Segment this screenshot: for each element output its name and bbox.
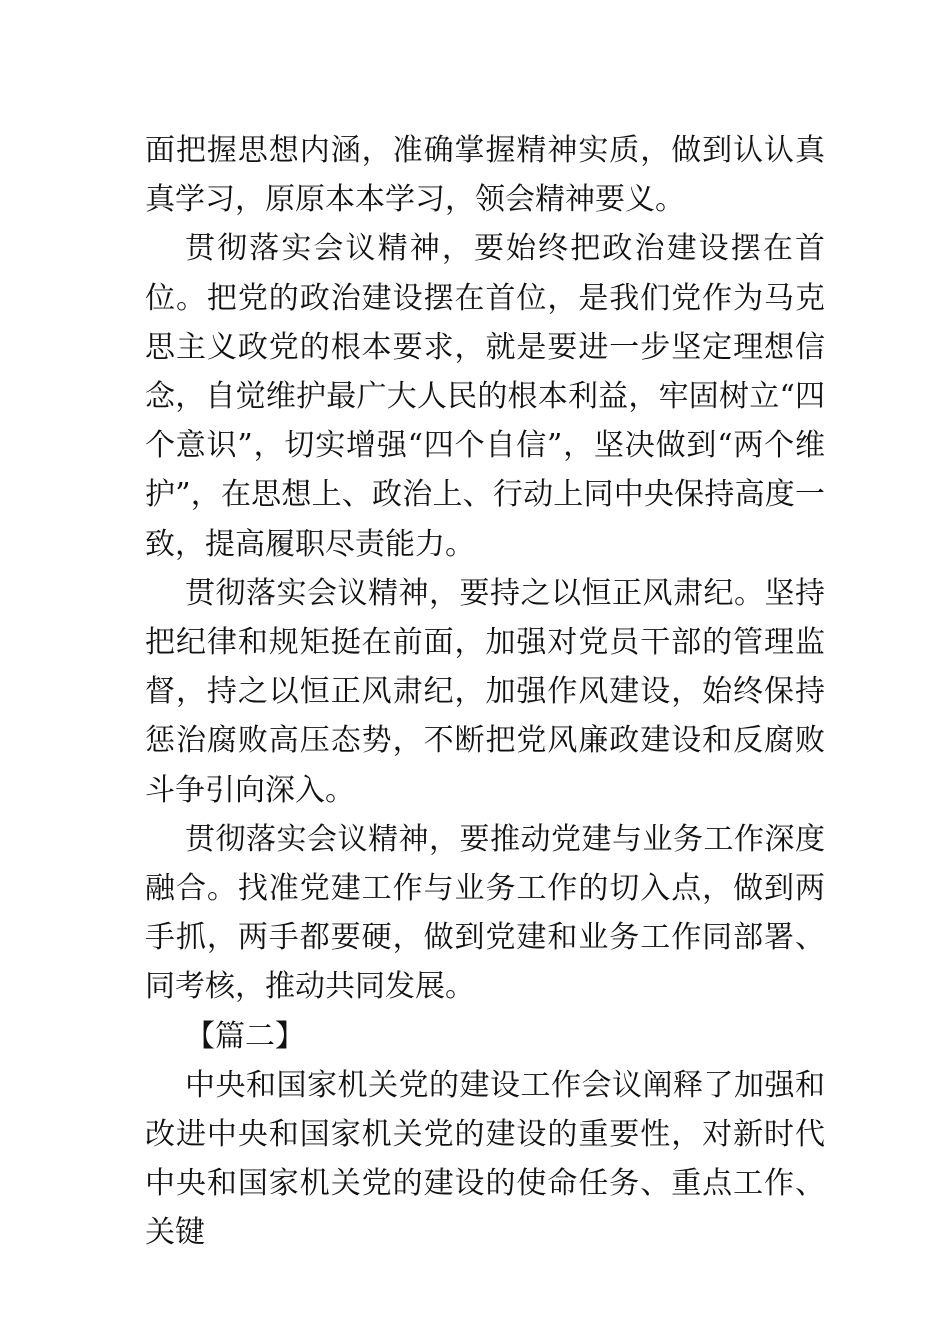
section-heading: 【篇二】 xyxy=(185,1018,305,1054)
paragraph-discipline: 贯彻落实会议精神，要持之以恒正风肃纪。坚持把纪律和规矩挺在前面，加强对党员干部的管理监督，持之以恒正风肃纪，加强作风建设，始终保持惩治腐败高压态势，不断把党风廉政建设和反腐败斗争引向深入。 xyxy=(145,575,825,808)
paragraph-section-two: 中央和国家机关党的建设工作会议阐释了加强和改进中央和国家机关党的建设的重要性，对新时代中央和国家机关党的建设的使命任务、重点工作、关键 xyxy=(145,1067,825,1251)
paragraph-continuation: 面把握思想内涵，准确掌握精神实质，做到认认真真学习，原原本本学习，领会精神要义。 xyxy=(145,133,825,218)
document-body xyxy=(145,126,825,1258)
paragraph-political-building: 贯彻落实会议精神，要始终把政治建设摆在首位。把党的政治建设摆在首位，是我们党作为马克思主义政党的根本要求，就是要进一步坚定理想信念，自觉维护最广大人民的根本利益，牢固树立“四个意识”，切实增强“四个自信”，坚决做到“两个维护”，在思想上、政治上、行动上同中央保持高度一致，提高履职尽责能力。 xyxy=(145,231,825,562)
paragraph-integration: 贯彻落实会议精神，要推动党建与业务工作深度融合。找准党建工作与业务工作的切入点，做到两手抓，两手都要硬，做到党建和业务工作同部署、同考核，推动共同发展。 xyxy=(145,821,825,1005)
